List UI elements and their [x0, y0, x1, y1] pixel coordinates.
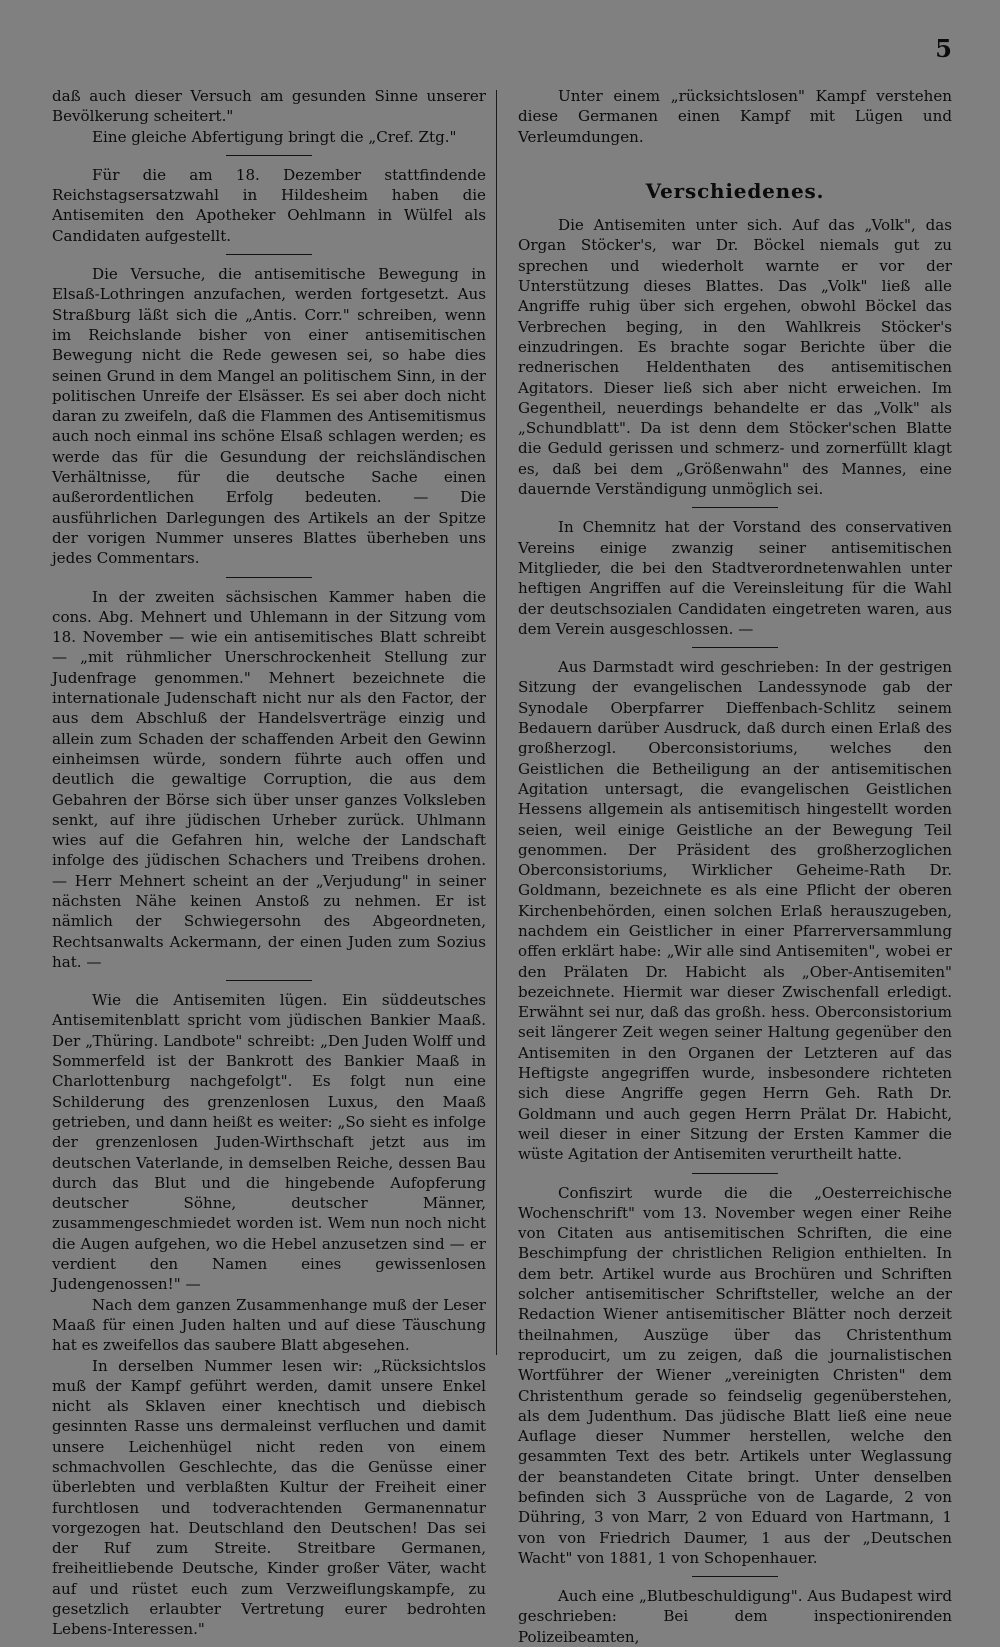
section-rule	[692, 1173, 778, 1174]
paragraph: Eine gleiche Abfertigung bringt die „Cref. Ztg."	[92, 127, 457, 146]
paragraph: Nach dem ganzen Zusammenhange muß der Leser Maaß für einen Juden halten und auf diese Täuschung hat es zweifellos das saubere Blatt abgesehen.	[52, 1295, 486, 1355]
paragraph: Wie die Antisemiten lügen. Ein süddeutsches Antisemitenblatt spricht vom jüdischen Bankier Maaß. Der „Thüring. Landbote" schreibt: „Den Juden Wolff und Sommerfeld ist der Bankrott des Bankier Maaß in Charlottenburg nachgefolgt". Es folgt nun eine Schilderung des grenzenlosen Luxus, den Maaß getrieben, und dann heißt es weiter: „So sieht es infolge der grenzenlosen Juden-Wirthschaft jetzt aus im deutschen Vaterlande, in demselben Reiche, dessen Bau durch das Blut und die hingebende Aufopferung deutscher Söhne, deutscher Männer, zusammengeschmiedet worden ist. Wem nun noch nicht die Augen aufgehen, wo die Hebel anzusetzen sind — er verdient den Namen eines gewissenlosen Judengenossen!" —	[52, 991, 486, 1294]
paragraph: In derselben Nummer lesen wir: „Rücksichtslos muß der Kampf geführt werden, damit unsere Enkel nicht als Sklaven einer knechtisch und diebisch gesinnten Rasse uns dermaleinst verfluchen und damit unsere Leichenhügel nicht reden von einem schmachvollen Geschlechte, das die Genüsse einer überlebten und verblaßten Kultur der Freiheit einer furchtlosen und todverachtenden Germanennatur vorgezogen hat. Deutschland den Deutschen! Das sei der Ruf zum Streite. Streitbare Germanen, freiheitliebende Deutsche, Kinder großer Väter, wacht auf und rüstet euch zum Verzweiflungskampfe, zu gesetzlich erlaubter Vertretung eurer bedrohten Lebens-Interessen."	[52, 1356, 486, 1639]
paragraph: Die Antisemiten unter sich. Auf das „Volk", das Organ Stöcker's, war Dr. Böckel niemals gut zu sprechen und wiederholt warnte er vor der Unterstützung dieses Blattes. Das „Volk" ließ alle Angriffe ruhig über sich ergehen, obwohl Böckel das Verbrechen beging, in den Wahlkreis Stöcker's einzudringen. Es brachte sogar Berichte über die rednerischen Heldenthaten des antisemitischen Agitators. Dieser ließ sich aber nicht erweichen. Im Gegentheil, neuerdings behandelte er das „Volk" als „Schundblatt". Da ist denn dem Stöcker'schen Blatte die Geduld gerissen und schmerz- und zornerfüllt klagt es, daß bei dem „Größenwahn" des Mannes, eine dauernde Verständigung unmöglich sei.	[518, 216, 952, 499]
section-title: Verschiedenes.	[645, 178, 825, 203]
left-column	[52, 86, 486, 1640]
page-number: 5	[935, 34, 952, 63]
paragraph: Die Versuche, die antisemitische Bewegung in Elsaß-Lothringen anzufachen, werden fortgesetzt. Aus Straßburg läßt sich die „Antis. Corr." schreiben, wenn im Reichslande bisher von einer antisemitischen Bewegung nicht die Rede gewesen sei, so habe dies seinen Grund in dem Mangel an politischem Sinn, in der politischen Unreife der Elsässer. Es sei aber doch nicht daran zu zweifeln, daß die Flammen des Antisemitismus auch noch einmal ins schöne Elsaß schlagen werden; es werde das für die Gesundung der reichsländischen Verhältnisse, für die deutsche Sache einen außerordentlichen Erfolg bedeuten. — Die ausführlichen Darlegungen des Artikels an der Spitze der vorigen Nummer unseres Blattes überheben uns jedes Commentars.	[52, 265, 486, 568]
paragraph: In der zweiten sächsischen Kammer haben die cons. Abg. Mehnert und Uhlemann in der Sitzung vom 18. November — wie ein antisemitisches Blatt schreibt — „mit rühmlicher Unerschrockenheit Stellung zur Judenfrage genommen." Mehnert bezeichnete die internationale Judenschaft nicht nur als den Factor, der aus dem Abschluß der Handelsverträge einzig und allein zum Schaden der schaffenden Arbeit den Gewinn einheimsen würde, sondern führte auch offen und deutlich die gewaltige Corruption, die aus dem Gebahren der Börse sich über unser ganzes Volksleben senkt, auf ihre jüdischen Urheber zurück. Uhlmann wies auf die Gefahren hin, welche der Landschaft infolge des jüdischen Schachers und Treibens drohen. — Herr Mehnert scheint an der „Verjudung" in seiner nächsten Nähe keinen Anstoß zu nehmen. Er ist nämlich der Schwiegersohn des Abgeordneten, Rechtsanwalts Ackermann, der einen Juden zum Sozius hat. —	[52, 587, 486, 971]
section-rule	[226, 155, 312, 156]
section-rule	[226, 254, 312, 255]
paragraph: Unter einem „rücksichtslosen" Kampf verstehen diese Germanen einen Kampf mit Lügen und Verleumdungen.	[518, 87, 952, 146]
section-rule	[226, 980, 312, 981]
paragraph: Confiszirt wurde die die „Oesterreichische Wochenschrift" vom 13. November wegen einer Reihe von Citaten aus antisemitischen Schriften, die eine Beschimpfung der christlichen Religion enthielten. In dem betr. Artikel wurde aus Brochüren und Schriften solcher antisemitischer Schriftsteller, welche an der Redaction Wiener antisemitischer Blätter noch derzeit theilnahmen, Auszüge über das Christenthum reproducirt, um zu zeigen, daß die journalistischen Wortführer der Wiener „vereinigten Christen" dem Christenthum gerade so feindselig gegenüberstehen, als dem Judenthum. Das jüdische Blatt ließ eine neue Auflage dieser Nummer herstellen, welche den gesammten Text des betr. Artikels unter Weglassung der beanstandeten Citate bringt. Unter denselben befinden sich 3 Aussprüche von de Lagarde, 2 von Dühring, 3 von Marr, 2 von Eduard von Hartmann, 1 von von Friedrich Daumer, 1 aus der „Deutschen Wacht" von 1881, 1 von Schopenhauer.	[518, 1183, 952, 1567]
paragraph: Aus Darmstadt wird geschrieben: In der gestrigen Sitzung der evangelischen Landessynode gab der Synodale Oberpfarrer Dieffenbach-Schlitz seinem Bedauern darüber Ausdruck, daß durch einen Erlaß des großherzogl. Oberconsistoriums, welches den Geistlichen die Betheiligung an der antisemitischen Agitation untersagt, die evangelischen Geistlichen Hessens allgemein als antisemitisch hingestellt worden seien, weil einige Geistliche an der Bewegung Teil genommen. Der Präsident des großherzoglichen Oberconsistoriums, Wirklicher Geheime-Rath Dr. Goldmann, bezeichnete es als eine Pflicht der oberen Kirchenbehörden, einen solchen Erlaß herauszugeben, nachdem ein Geistlicher in einer Pfarrerversammlung offen erklärt habe: „Wir alle sind Antisemiten", wobei er den Prälaten Dr. Habicht als „Ober-Antisemiten" bezeichnete. Hiermit war dieser Zwischenfall erledigt. Erwähnt sei nur, daß das großh. hess. Oberconsistorium seit längerer Zeit wegen seiner Haltung gegenüber den Antisemiten in den Organen der Letzteren auf das Heftigste angegriffen wurde, insbesondere richteten sich diese Angriffe gegen Herrn Geh. Rath Dr. Goldmann und auch gegen Herrn Prälat Dr. Habicht, weil dieser in einer Sitzung der Ersten Kammer die wüste Agitation der Antisemiten verurtheilt hatte.	[518, 658, 952, 1164]
section-rule	[226, 577, 312, 578]
section-rule	[692, 1576, 778, 1577]
section-rule	[692, 507, 778, 508]
paragraph: Auch eine „Blutbeschuldigung". Aus Budapest wird geschrieben: Bei dem inspectionirenden Polizeibeamten,	[518, 1587, 952, 1646]
right-column	[518, 86, 952, 1647]
section-rule	[692, 647, 778, 648]
paragraph: In Chemnitz hat der Vorstand des conservativen Vereins einige zwanzig seiner antisemitischen Mitglieder, die bei den Stadtverordnetenwahlen unter heftigen Angriffen auf die Vereinsleitung für die Wahl der deutschsozialen Candidaten eingetreten waren, aus dem Verein ausgeschlossen. —	[518, 518, 952, 638]
paragraph: Für die am 18. Dezember stattfindende Reichstagsersatzwahl in Hildesheim haben die Antisemiten den Apotheker Oehlmann in Wülfel als Candidaten aufgestellt.	[52, 165, 486, 245]
paragraph: daß auch dieser Versuch am gesunden Sinne unserer Bevölkerung scheitert."	[52, 87, 486, 126]
column-divider	[496, 90, 497, 1355]
